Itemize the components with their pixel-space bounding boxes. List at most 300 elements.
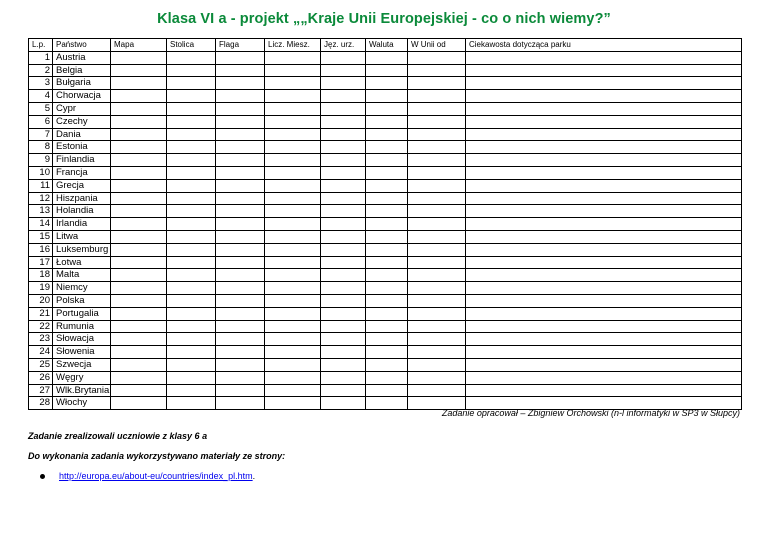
row-number: 16 xyxy=(29,243,53,256)
country-name: Holandia xyxy=(53,205,111,218)
empty-cell[interactable] xyxy=(466,358,742,371)
empty-cell[interactable] xyxy=(216,166,265,179)
empty-cell[interactable] xyxy=(321,192,366,205)
empty-cell[interactable] xyxy=(111,115,167,128)
empty-cell[interactable] xyxy=(321,384,366,397)
header-language: Jęz. urz. xyxy=(321,39,366,52)
empty-cell[interactable] xyxy=(366,294,408,307)
row-number: 25 xyxy=(29,358,53,371)
empty-cell[interactable] xyxy=(321,269,366,282)
empty-cell[interactable] xyxy=(466,102,742,115)
empty-cell[interactable] xyxy=(265,192,321,205)
empty-cell[interactable] xyxy=(167,154,216,167)
empty-cell[interactable] xyxy=(111,154,167,167)
empty-cell[interactable] xyxy=(366,154,408,167)
empty-cell[interactable] xyxy=(111,269,167,282)
empty-cell[interactable] xyxy=(466,141,742,154)
row-number: 21 xyxy=(29,307,53,320)
countries-table xyxy=(28,38,742,410)
empty-cell[interactable] xyxy=(216,243,265,256)
header-country: Państwo xyxy=(53,39,111,52)
empty-cell[interactable] xyxy=(366,77,408,90)
empty-cell[interactable] xyxy=(408,90,466,103)
country-name: Czechy xyxy=(53,115,111,128)
empty-cell[interactable] xyxy=(321,371,366,384)
empty-cell[interactable] xyxy=(366,243,408,256)
empty-cell[interactable] xyxy=(111,256,167,269)
country-name: Niemcy xyxy=(53,282,111,295)
table-row xyxy=(29,320,742,333)
empty-cell[interactable] xyxy=(265,205,321,218)
empty-cell[interactable] xyxy=(321,205,366,218)
empty-cell[interactable] xyxy=(167,115,216,128)
empty-cell[interactable] xyxy=(111,320,167,333)
empty-cell[interactable] xyxy=(265,358,321,371)
empty-cell[interactable] xyxy=(167,192,216,205)
empty-cell[interactable] xyxy=(111,307,167,320)
empty-cell[interactable] xyxy=(216,77,265,90)
empty-cell[interactable] xyxy=(111,51,167,64)
empty-cell[interactable] xyxy=(167,256,216,269)
empty-cell[interactable] xyxy=(366,141,408,154)
empty-cell[interactable] xyxy=(366,333,408,346)
empty-cell[interactable] xyxy=(216,256,265,269)
empty-cell[interactable] xyxy=(466,115,742,128)
empty-cell[interactable] xyxy=(321,333,366,346)
empty-cell[interactable] xyxy=(265,333,321,346)
empty-cell[interactable] xyxy=(167,371,216,384)
table-row xyxy=(29,307,742,320)
row-number: 10 xyxy=(29,166,53,179)
empty-cell[interactable] xyxy=(408,179,466,192)
empty-cell[interactable] xyxy=(408,333,466,346)
empty-cell[interactable] xyxy=(408,294,466,307)
empty-cell[interactable] xyxy=(111,384,167,397)
table-row xyxy=(29,205,742,218)
row-number: 11 xyxy=(29,179,53,192)
empty-cell[interactable] xyxy=(366,256,408,269)
empty-cell[interactable] xyxy=(167,333,216,346)
table-row xyxy=(29,256,742,269)
empty-cell[interactable] xyxy=(167,320,216,333)
table-row xyxy=(29,269,742,282)
row-number: 13 xyxy=(29,205,53,218)
empty-cell[interactable] xyxy=(321,128,366,141)
table-row xyxy=(29,115,742,128)
table-row xyxy=(29,294,742,307)
empty-cell[interactable] xyxy=(111,141,167,154)
done-by-note: Zadanie zrealizowali uczniowie z klasy 6 a xyxy=(28,431,208,441)
empty-cell[interactable] xyxy=(265,256,321,269)
empty-cell[interactable] xyxy=(216,307,265,320)
empty-cell[interactable] xyxy=(167,282,216,295)
table-row xyxy=(29,154,742,167)
empty-cell[interactable] xyxy=(321,230,366,243)
empty-cell[interactable] xyxy=(265,102,321,115)
empty-cell[interactable] xyxy=(408,64,466,77)
empty-cell[interactable] xyxy=(408,218,466,231)
empty-cell[interactable] xyxy=(408,166,466,179)
empty-cell[interactable] xyxy=(111,230,167,243)
empty-cell[interactable] xyxy=(466,128,742,141)
empty-cell[interactable] xyxy=(216,51,265,64)
empty-cell[interactable] xyxy=(366,90,408,103)
empty-cell[interactable] xyxy=(366,384,408,397)
empty-cell[interactable] xyxy=(167,218,216,231)
empty-cell[interactable] xyxy=(321,154,366,167)
empty-cell[interactable] xyxy=(216,218,265,231)
empty-cell[interactable] xyxy=(408,77,466,90)
empty-cell[interactable] xyxy=(366,192,408,205)
empty-cell[interactable] xyxy=(265,397,321,410)
table-row xyxy=(29,141,742,154)
empty-cell[interactable] xyxy=(265,230,321,243)
materials-list-item xyxy=(40,471,255,481)
empty-cell[interactable] xyxy=(111,77,167,90)
empty-cell[interactable] xyxy=(366,115,408,128)
empty-cell[interactable] xyxy=(111,397,167,410)
empty-cell[interactable] xyxy=(167,307,216,320)
row-number: 7 xyxy=(29,128,53,141)
empty-cell[interactable] xyxy=(167,179,216,192)
table-row xyxy=(29,64,742,77)
table-row xyxy=(29,102,742,115)
table-row xyxy=(29,230,742,243)
empty-cell[interactable] xyxy=(321,358,366,371)
empty-cell[interactable] xyxy=(408,243,466,256)
empty-cell[interactable] xyxy=(111,102,167,115)
empty-cell[interactable] xyxy=(216,269,265,282)
empty-cell[interactable] xyxy=(408,102,466,115)
empty-cell[interactable] xyxy=(366,64,408,77)
empty-cell[interactable] xyxy=(466,307,742,320)
empty-cell[interactable] xyxy=(321,320,366,333)
empty-cell[interactable] xyxy=(111,166,167,179)
empty-cell[interactable] xyxy=(408,358,466,371)
empty-cell[interactable] xyxy=(216,333,265,346)
empty-cell[interactable] xyxy=(366,128,408,141)
empty-cell[interactable] xyxy=(466,230,742,243)
empty-cell[interactable] xyxy=(265,51,321,64)
empty-cell[interactable] xyxy=(111,90,167,103)
country-name: Łotwa xyxy=(53,256,111,269)
row-number: 19 xyxy=(29,282,53,295)
country-name: Cypr xyxy=(53,102,111,115)
empty-cell[interactable] xyxy=(265,154,321,167)
empty-cell[interactable] xyxy=(366,230,408,243)
empty-cell[interactable] xyxy=(111,282,167,295)
country-name: Grecja xyxy=(53,179,111,192)
empty-cell[interactable] xyxy=(408,230,466,243)
table-row xyxy=(29,243,742,256)
empty-cell[interactable] xyxy=(216,371,265,384)
empty-cell[interactable] xyxy=(466,346,742,359)
empty-cell[interactable] xyxy=(111,333,167,346)
empty-cell[interactable] xyxy=(265,64,321,77)
empty-cell[interactable] xyxy=(408,282,466,295)
empty-cell[interactable] xyxy=(216,358,265,371)
empty-cell[interactable] xyxy=(366,346,408,359)
header-fact: Ciekawosta dotycząca parku xyxy=(466,39,742,52)
row-number: 20 xyxy=(29,294,53,307)
empty-cell[interactable] xyxy=(321,51,366,64)
empty-cell[interactable] xyxy=(466,218,742,231)
table-row xyxy=(29,166,742,179)
empty-cell[interactable] xyxy=(408,320,466,333)
header-population: Licz. Miesz. xyxy=(265,39,321,52)
row-number: 14 xyxy=(29,218,53,231)
table-row xyxy=(29,371,742,384)
empty-cell[interactable] xyxy=(321,243,366,256)
empty-cell[interactable] xyxy=(321,179,366,192)
empty-cell[interactable] xyxy=(216,64,265,77)
empty-cell[interactable] xyxy=(216,230,265,243)
empty-cell[interactable] xyxy=(366,307,408,320)
empty-cell[interactable] xyxy=(466,320,742,333)
empty-cell[interactable] xyxy=(466,205,742,218)
empty-cell[interactable] xyxy=(408,346,466,359)
empty-cell[interactable] xyxy=(321,307,366,320)
empty-cell[interactable] xyxy=(408,192,466,205)
country-name: Dania xyxy=(53,128,111,141)
empty-cell[interactable] xyxy=(408,384,466,397)
empty-cell[interactable] xyxy=(466,282,742,295)
empty-cell[interactable] xyxy=(265,307,321,320)
empty-cell[interactable] xyxy=(408,115,466,128)
empty-cell[interactable] xyxy=(466,166,742,179)
table-row xyxy=(29,77,742,90)
empty-cell[interactable] xyxy=(167,141,216,154)
empty-cell[interactable] xyxy=(265,320,321,333)
empty-cell[interactable] xyxy=(265,243,321,256)
empty-cell[interactable] xyxy=(167,269,216,282)
empty-cell[interactable] xyxy=(321,77,366,90)
empty-cell[interactable] xyxy=(216,154,265,167)
empty-cell[interactable] xyxy=(366,371,408,384)
empty-cell[interactable] xyxy=(366,102,408,115)
empty-cell[interactable] xyxy=(265,115,321,128)
empty-cell[interactable] xyxy=(167,358,216,371)
empty-cell[interactable] xyxy=(408,128,466,141)
header-currency: Waluta xyxy=(366,39,408,52)
empty-cell[interactable] xyxy=(321,90,366,103)
empty-cell[interactable] xyxy=(111,192,167,205)
country-name: Litwa xyxy=(53,230,111,243)
country-name: Słowenia xyxy=(53,346,111,359)
empty-cell[interactable] xyxy=(167,243,216,256)
header-capital: Stolica xyxy=(167,39,216,52)
table-row xyxy=(29,333,742,346)
empty-cell[interactable] xyxy=(466,179,742,192)
table-row xyxy=(29,384,742,397)
country-name: Włochy xyxy=(53,397,111,410)
row-number: 18 xyxy=(29,269,53,282)
empty-cell[interactable] xyxy=(216,115,265,128)
table-row xyxy=(29,128,742,141)
page-title: Klasa VI a - projekt „„Kraje Unii Europejskiej - co o nich wiemy?” xyxy=(157,11,611,27)
empty-cell[interactable] xyxy=(366,179,408,192)
empty-cell[interactable] xyxy=(216,102,265,115)
empty-cell[interactable] xyxy=(216,346,265,359)
empty-cell[interactable] xyxy=(167,90,216,103)
empty-cell[interactable] xyxy=(265,128,321,141)
empty-cell[interactable] xyxy=(167,346,216,359)
empty-cell[interactable] xyxy=(167,294,216,307)
empty-cell[interactable] xyxy=(216,205,265,218)
country-name: Polska xyxy=(53,294,111,307)
empty-cell[interactable] xyxy=(408,51,466,64)
empty-cell[interactable] xyxy=(408,205,466,218)
row-number: 5 xyxy=(29,102,53,115)
empty-cell[interactable] xyxy=(366,320,408,333)
empty-cell[interactable] xyxy=(408,371,466,384)
country-name: Estonia xyxy=(53,141,111,154)
country-name: Hiszpania xyxy=(53,192,111,205)
country-name: Irlandia xyxy=(53,218,111,231)
empty-cell[interactable] xyxy=(167,77,216,90)
row-number: 4 xyxy=(29,90,53,103)
empty-cell[interactable] xyxy=(466,256,742,269)
empty-cell[interactable] xyxy=(265,282,321,295)
row-number: 2 xyxy=(29,64,53,77)
empty-cell[interactable] xyxy=(466,243,742,256)
empty-cell[interactable] xyxy=(408,269,466,282)
table-row xyxy=(29,282,742,295)
empty-cell[interactable] xyxy=(366,358,408,371)
empty-cell[interactable] xyxy=(167,205,216,218)
empty-cell[interactable] xyxy=(408,256,466,269)
row-number: 1 xyxy=(29,51,53,64)
empty-cell[interactable] xyxy=(366,397,408,410)
empty-cell[interactable] xyxy=(466,154,742,167)
empty-cell[interactable] xyxy=(111,294,167,307)
empty-cell[interactable] xyxy=(265,77,321,90)
empty-cell[interactable] xyxy=(167,166,216,179)
empty-cell[interactable] xyxy=(111,371,167,384)
table-row xyxy=(29,90,742,103)
empty-cell[interactable] xyxy=(408,141,466,154)
country-name: Bułgaria xyxy=(53,77,111,90)
empty-cell[interactable] xyxy=(321,141,366,154)
row-number: 17 xyxy=(29,256,53,269)
empty-cell[interactable] xyxy=(111,205,167,218)
empty-cell[interactable] xyxy=(366,218,408,231)
empty-cell[interactable] xyxy=(111,346,167,359)
empty-cell[interactable] xyxy=(466,384,742,397)
country-name: Luksemburg xyxy=(53,243,111,256)
empty-cell[interactable] xyxy=(366,166,408,179)
link-suffix: . xyxy=(252,471,256,481)
empty-cell[interactable] xyxy=(111,179,167,192)
empty-cell[interactable] xyxy=(321,64,366,77)
empty-cell[interactable] xyxy=(321,115,366,128)
empty-cell[interactable] xyxy=(111,218,167,231)
empty-cell[interactable] xyxy=(111,64,167,77)
empty-cell[interactable] xyxy=(321,397,366,410)
empty-cell[interactable] xyxy=(466,90,742,103)
empty-cell[interactable] xyxy=(216,192,265,205)
country-name: Rumunia xyxy=(53,320,111,333)
empty-cell[interactable] xyxy=(265,346,321,359)
empty-cell[interactable] xyxy=(216,320,265,333)
empty-cell[interactable] xyxy=(167,51,216,64)
empty-cell[interactable] xyxy=(366,269,408,282)
country-name: Słowacja xyxy=(53,333,111,346)
empty-cell[interactable] xyxy=(466,371,742,384)
empty-cell[interactable] xyxy=(216,141,265,154)
empty-cell[interactable] xyxy=(111,243,167,256)
empty-cell[interactable] xyxy=(265,269,321,282)
empty-cell[interactable] xyxy=(265,218,321,231)
empty-cell[interactable] xyxy=(265,166,321,179)
empty-cell[interactable] xyxy=(265,294,321,307)
empty-cell[interactable] xyxy=(408,307,466,320)
empty-cell[interactable] xyxy=(265,179,321,192)
empty-cell[interactable] xyxy=(466,192,742,205)
empty-cell[interactable] xyxy=(216,397,265,410)
empty-cell[interactable] xyxy=(466,64,742,77)
empty-cell[interactable] xyxy=(167,64,216,77)
empty-cell[interactable] xyxy=(216,90,265,103)
row-number: 27 xyxy=(29,384,53,397)
empty-cell[interactable] xyxy=(321,166,366,179)
empty-cell[interactable] xyxy=(321,294,366,307)
table-row xyxy=(29,51,742,64)
empty-cell[interactable] xyxy=(265,384,321,397)
empty-cell[interactable] xyxy=(167,230,216,243)
row-number: 3 xyxy=(29,77,53,90)
source-link[interactable]: http://europa.eu/about-eu/countries/index_pl.htm xyxy=(59,471,253,481)
empty-cell[interactable] xyxy=(265,371,321,384)
empty-cell[interactable] xyxy=(216,179,265,192)
empty-cell[interactable] xyxy=(321,218,366,231)
empty-cell[interactable] xyxy=(216,384,265,397)
empty-cell[interactable] xyxy=(216,294,265,307)
empty-cell[interactable] xyxy=(408,154,466,167)
country-name: Francja xyxy=(53,166,111,179)
header-flag: Flaga xyxy=(216,39,265,52)
empty-cell[interactable] xyxy=(321,256,366,269)
country-name: Węgry xyxy=(53,371,111,384)
empty-cell[interactable] xyxy=(366,282,408,295)
empty-cell[interactable] xyxy=(321,102,366,115)
empty-cell[interactable] xyxy=(466,333,742,346)
empty-cell[interactable] xyxy=(366,51,408,64)
country-name: Malta xyxy=(53,269,111,282)
empty-cell[interactable] xyxy=(466,77,742,90)
empty-cell[interactable] xyxy=(265,141,321,154)
empty-cell[interactable] xyxy=(167,128,216,141)
empty-cell[interactable] xyxy=(321,282,366,295)
empty-cell[interactable] xyxy=(111,128,167,141)
empty-cell[interactable] xyxy=(265,90,321,103)
table-row xyxy=(29,218,742,231)
empty-cell[interactable] xyxy=(366,205,408,218)
empty-cell[interactable] xyxy=(216,128,265,141)
empty-cell[interactable] xyxy=(216,282,265,295)
empty-cell[interactable] xyxy=(466,294,742,307)
empty-cell[interactable] xyxy=(466,51,742,64)
empty-cell[interactable] xyxy=(321,346,366,359)
empty-cell[interactable] xyxy=(167,397,216,410)
empty-cell[interactable] xyxy=(466,269,742,282)
empty-cell[interactable] xyxy=(167,384,216,397)
table-row xyxy=(29,192,742,205)
table-row xyxy=(29,179,742,192)
empty-cell[interactable] xyxy=(111,358,167,371)
row-number: 22 xyxy=(29,320,53,333)
empty-cell[interactable] xyxy=(167,102,216,115)
